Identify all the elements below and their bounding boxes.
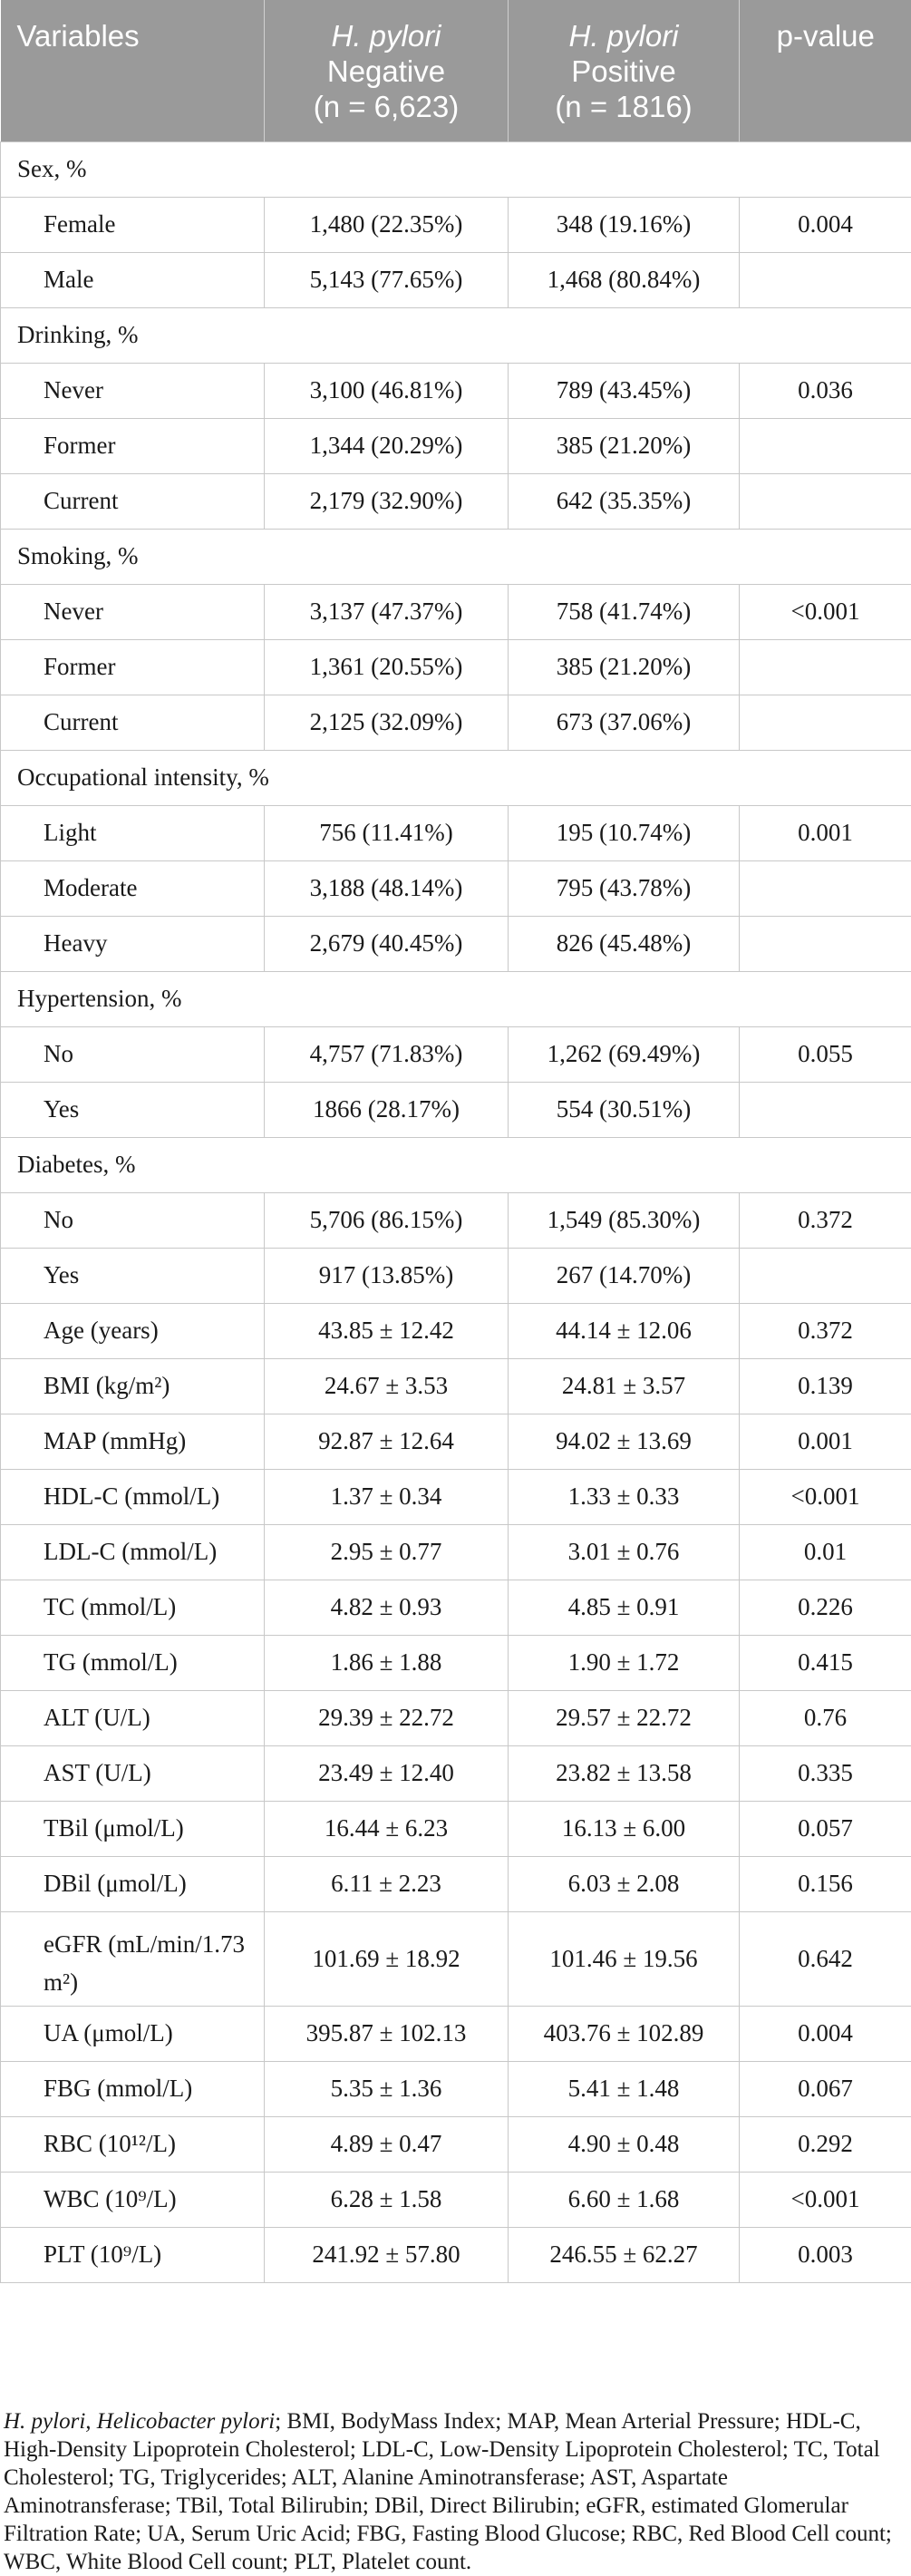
table-row: LDL-C (mmol/L) 2.95 ± 0.77 3.01 ± 0.76 0.01	[1, 1524, 911, 1580]
table-row: RBC (10¹²/L) 4.89 ± 0.47 4.90 ± 0.48 0.292	[1, 2116, 911, 2172]
table-row: Male 5,143 (77.65%) 1,468 (80.84%)	[1, 252, 911, 307]
table-body	[1, 141, 911, 2282]
section-row-drinking: Drinking, %	[1, 307, 911, 363]
header-negative-organism: H. pylori	[266, 18, 507, 53]
footnote-abbreviations: ; BMI, BodyMass Index; MAP, Mean Arterial Pressure; HDL-C, High-Density Lipoprotein Cholesterol; LDL-C, Low-Density Lipoprotein Cholesterol; TC, Total Cholesterol; TG, Triglycerides; ALT, Alanine Aminotransferase; AST, Aspartate Aminotransferase; TBil, Total Bilirubin; DBil, Direct Bilirubin; eGFR, estimated Glomerular Filtration Rate; UA, Serum Uric Acid; FBG, Fasting Blood Glucose; RBC, Red Blood Cell count; WBC, White Blood Cell count; PLT, Platelet count.	[4, 2409, 892, 2574]
table-row: WBC (10⁹/L) 6.28 ± 1.58 6.60 ± 1.68 <0.001	[1, 2172, 911, 2227]
table-row: UA (μmol/L) 395.87 ± 102.13 403.76 ± 102.89 0.004	[1, 2006, 911, 2061]
table-row: Never 3,100 (46.81%) 789 (43.45%) 0.036	[1, 363, 911, 418]
table-header	[1, 0, 911, 141]
table-row: TC (mmol/L) 4.82 ± 0.93 4.85 ± 0.91 0.226	[1, 1580, 911, 1635]
footnote-italic: H. pylori, Helicobacter pylori	[4, 2409, 275, 2434]
table-row: Female 1,480 (22.35%) 348 (19.16%) 0.004	[1, 197, 911, 252]
table-row: FBG (mmol/L) 5.35 ± 1.36 5.41 ± 1.48 0.067	[1, 2061, 911, 2116]
header-negative	[265, 0, 509, 141]
table-row: Former 1,344 (20.29%) 385 (21.20%)	[1, 418, 911, 473]
table-row: Yes 917 (13.85%) 267 (14.70%)	[1, 1248, 911, 1303]
table-row: ALT (U/L) 29.39 ± 22.72 29.57 ± 22.72 0.76	[1, 1690, 911, 1745]
table-row: eGFR (mL/min/1.73 m²) 101.69 ± 18.92 101.46 ± 19.56 0.642	[1, 1911, 911, 2006]
section-row-hypertension: Hypertension, %	[1, 971, 911, 1026]
table-row: Never 3,137 (47.37%) 758 (41.74%) <0.001	[1, 584, 911, 639]
table-row: No 5,706 (86.15%) 1,549 (85.30%) 0.372	[1, 1192, 911, 1248]
table-row: BMI (kg/m²) 24.67 ± 3.53 24.81 ± 3.57 0.139	[1, 1358, 911, 1414]
table-footnote	[0, 2407, 896, 2576]
table-row: Heavy 2,679 (40.45%) 826 (45.48%)	[1, 916, 911, 971]
table-row: Age (years) 43.85 ± 12.42 44.14 ± 12.06 0.372	[1, 1303, 911, 1358]
section-row-smoking: Smoking, %	[1, 529, 911, 584]
table-row: AST (U/L) 23.49 ± 12.40 23.82 ± 13.58 0.335	[1, 1745, 911, 1801]
header-negative-n: (n = 6,623)	[266, 89, 507, 124]
table-row: Yes 1866 (28.17%) 554 (30.51%)	[1, 1082, 911, 1137]
table-row: Moderate 3,188 (48.14%) 795 (43.78%)	[1, 860, 911, 916]
table-row: HDL-C (mmol/L) 1.37 ± 0.34 1.33 ± 0.33 <0.001	[1, 1469, 911, 1524]
table-row: Light 756 (11.41%) 195 (10.74%) 0.001	[1, 805, 911, 860]
header-positive-n: (n = 1816)	[509, 89, 738, 124]
table-row: TBil (μmol/L) 16.44 ± 6.23 16.13 ± 6.00 0.057	[1, 1801, 911, 1856]
header-p-value: p-value	[740, 0, 911, 141]
header-positive-label: Positive	[509, 53, 738, 89]
table-row: MAP (mmHg) 92.87 ± 12.64 94.02 ± 13.69 0.001	[1, 1414, 911, 1469]
table-row: TG (mmol/L) 1.86 ± 1.88 1.90 ± 1.72 0.415	[1, 1635, 911, 1690]
section-row-sex: Sex, %	[1, 141, 911, 197]
table-row: Former 1,361 (20.55%) 385 (21.20%)	[1, 639, 911, 695]
table-row: PLT (10⁹/L) 241.92 ± 57.80 246.55 ± 62.27 0.003	[1, 2227, 911, 2282]
header-variables: Variables	[1, 0, 265, 141]
header-positive	[509, 0, 740, 141]
table-row: DBil (μmol/L) 6.11 ± 2.23 6.03 ± 2.08 0.156	[1, 1856, 911, 1911]
table-row: Current 2,125 (32.09%) 673 (37.06%)	[1, 695, 911, 750]
section-row-occupational: Occupational intensity, %	[1, 750, 911, 805]
table-row: No 4,757 (71.83%) 1,262 (69.49%) 0.055	[1, 1026, 911, 1082]
table-row: Current 2,179 (32.90%) 642 (35.35%)	[1, 473, 911, 529]
header-positive-organism: H. pylori	[509, 18, 738, 53]
section-row-diabetes: Diabetes, %	[1, 1137, 911, 1192]
header-negative-label: Negative	[266, 53, 507, 89]
